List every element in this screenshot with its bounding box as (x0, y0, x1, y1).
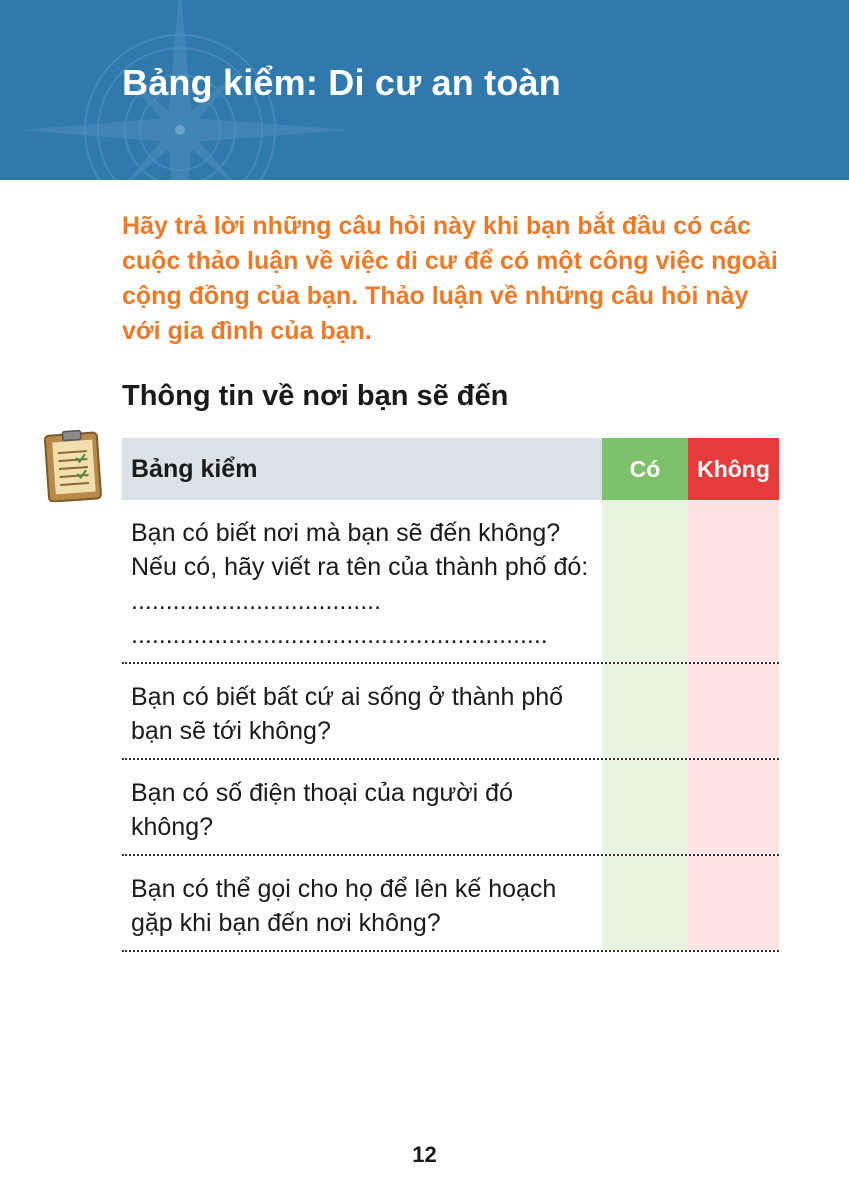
header-question: Bảng kiểm (122, 438, 602, 500)
table-row (122, 856, 779, 952)
header-no: Không (688, 438, 779, 500)
question-cell (122, 500, 602, 662)
no-checkbox-cell[interactable] (688, 856, 779, 950)
section-title: Thông tin về nơi bạn sẽ đến (122, 380, 509, 412)
table-header-row (122, 438, 779, 500)
yes-checkbox-cell[interactable] (602, 664, 688, 758)
header-banner (0, 0, 849, 180)
no-checkbox-cell[interactable] (688, 500, 779, 662)
clipboard-checklist-icon (44, 428, 104, 502)
page-number: 12 (412, 1142, 437, 1167)
question-text: Bạn có biết nơi mà bạn sẽ đến không? Nếu có, hãy viết ra tên của thành phố đó: .................................... (131, 519, 589, 615)
intro-paragraph: Hãy trả lời những câu hỏi này khi bạn bắt đầu có các cuộc thảo luận về việc di cư để có một công việc ngoài cộng đồng của bạn. Thảo luận về những câu hỏi này với gia đình của bạn. (122, 212, 778, 345)
answer-blank-line[interactable]: ............................................................ (131, 621, 548, 649)
no-checkbox-cell[interactable] (688, 760, 779, 854)
yes-checkbox-cell[interactable] (602, 500, 688, 662)
table-row (122, 664, 779, 760)
yes-checkbox-cell[interactable] (602, 760, 688, 854)
no-checkbox-cell[interactable] (688, 664, 779, 758)
header-yes: Có (602, 438, 688, 500)
yes-checkbox-cell[interactable] (602, 856, 688, 950)
question-cell: Bạn có số điện thoại của người đó không? (131, 779, 513, 841)
question-cell: Bạn có biết bất cứ ai sống ở thành phố bạn sẽ tới không? (131, 683, 564, 745)
checklist-table (122, 438, 779, 952)
table-row (122, 760, 779, 856)
question-cell: Bạn có thể gọi cho họ để lên kế hoạch gặp khi bạn đến nơi không? (131, 875, 557, 937)
page-title: Bảng kiểm: Di cư an toàn (122, 62, 561, 103)
table-row (122, 500, 779, 664)
